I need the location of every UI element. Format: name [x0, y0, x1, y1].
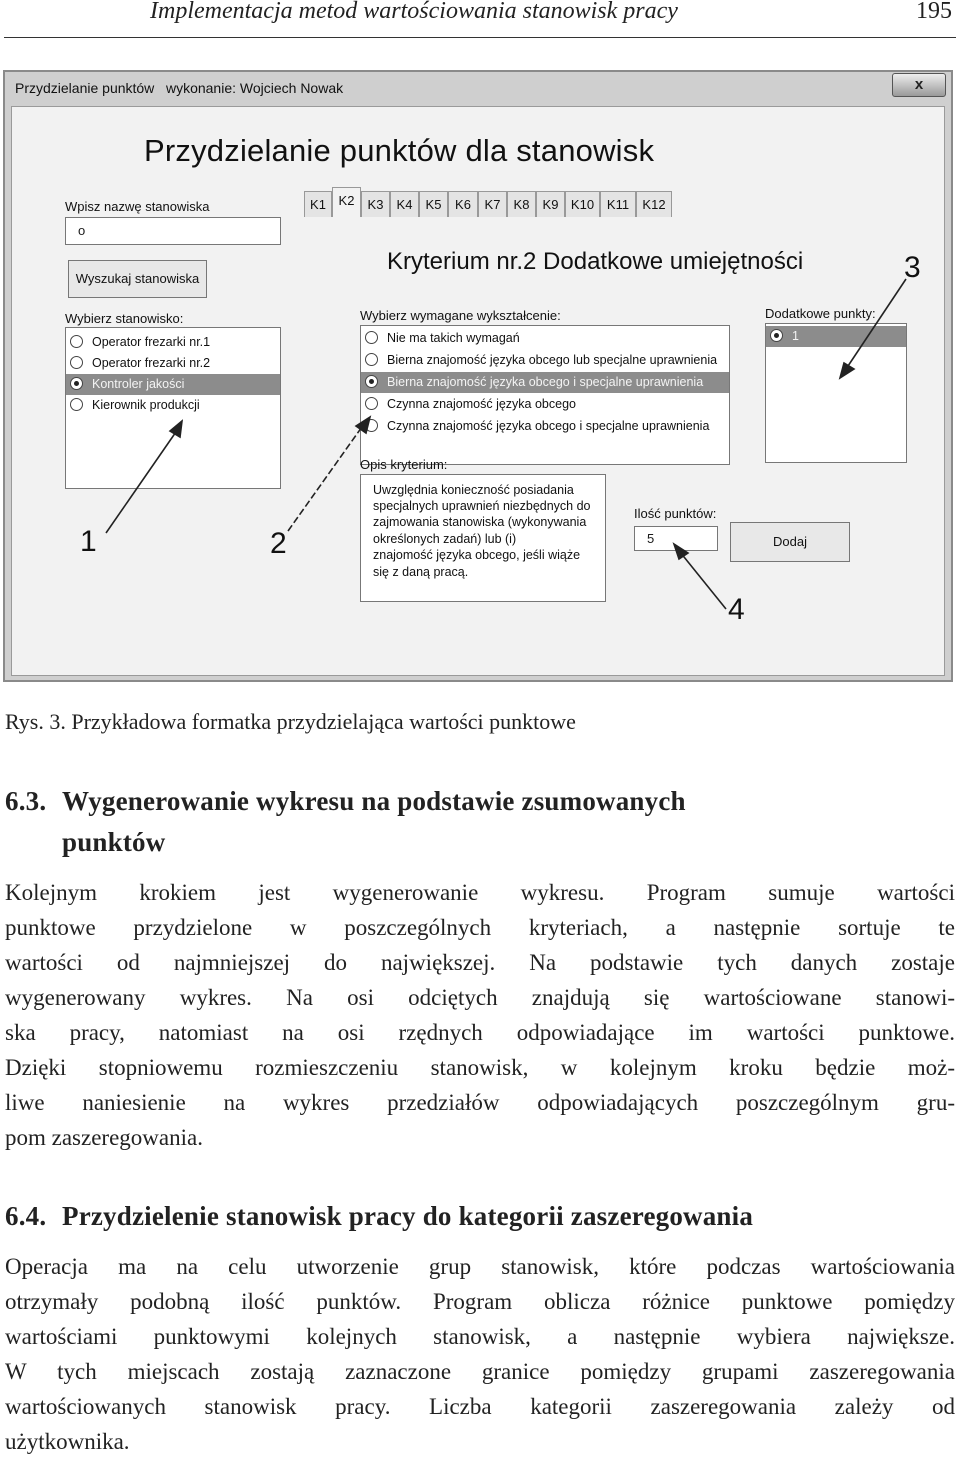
criterion-title: Kryterium nr.2 Dodatkowe umiejętności — [387, 248, 804, 275]
tab-k6[interactable]: K6 — [448, 191, 478, 217]
text-line: ska pracy, natomiast na osi rzędnych odpowiadające im wartości punktowe. — [5, 1020, 955, 1045]
arrow-3-head-icon — [840, 363, 854, 378]
window-title: Przydzielanie punktów wykonanie: Wojciech Nowak — [15, 80, 344, 96]
annotation-arrows — [12, 107, 944, 675]
tab-k11[interactable]: K11 — [600, 191, 636, 217]
arrow-2-head-icon — [356, 417, 370, 433]
text-line: otrzymały podobną ilość punktów. Program oblicza różnice punktowe pomiędzy — [5, 1289, 955, 1314]
arrow-1-line — [106, 429, 178, 533]
text-line: Operacja ma na celu utworzenie grup stanowisk, które podczas wartościowania — [5, 1254, 955, 1279]
arrow-1-head-icon — [170, 421, 182, 437]
description-line: specjalnych uprawnień niezbędnych do — [373, 499, 591, 513]
position-label: Operator frezarki nr.2 — [92, 356, 211, 370]
dialog-client-area — [11, 106, 945, 676]
client-canvas — [12, 107, 944, 675]
extra-points-label: Dodatkowe punkty: — [765, 306, 876, 321]
text-line: wartości od najmniejszej do największej. Na podstawie tych danych zostaje — [5, 950, 955, 975]
header-rule — [4, 37, 956, 38]
tab-k5[interactable]: K5 — [419, 191, 448, 217]
section-64-number: 6.4. — [5, 1201, 47, 1231]
arrow-2-line — [288, 424, 364, 531]
section-64-paragraph — [5, 1249, 955, 1459]
position-label: Operator frezarki nr.1 — [92, 335, 211, 349]
education-option-label: Czynna znajomość języka obcego — [387, 397, 576, 411]
description-line: określonych zadań) lub (i) — [373, 532, 517, 546]
callout-number: 1 — [80, 525, 97, 558]
callout-number: 3 — [904, 251, 921, 284]
education-label: Wybierz wymagane wykształcenie: — [360, 308, 561, 323]
text-line: wartościowanych stanowisk pracy. Liczba kategorii zaszeregowania zależy od — [5, 1394, 955, 1419]
tab-k3[interactable]: K3 — [361, 191, 390, 217]
tab-k2[interactable]: K2 — [332, 187, 361, 217]
description-line: się z daną pracą. — [373, 565, 469, 579]
text-line: punktowe przydzielone w poszczególnych kryteriach, a następnie sortuje te — [5, 915, 955, 940]
main-title: Przydzielanie punktów dla stanowisk — [144, 133, 655, 168]
position-label: Kierownik produkcji — [92, 398, 200, 412]
running-title: Implementacja metod wartościowania stanowisk pracy — [150, 0, 678, 24]
description-line: zajmowania stanowiska (wykonywania — [373, 515, 587, 529]
section-63-title-line1: Wygenerowanie wykresu na podstawie zsumowanych — [62, 786, 686, 816]
callout-number: 2 — [270, 527, 287, 560]
search-label: Wpisz nazwę stanowiska — [65, 199, 210, 214]
positions-label: Wybierz stanowisko: — [65, 311, 184, 326]
search-input-value: o — [78, 223, 86, 238]
section-64-title: Przydzielenie stanowisk pracy do kategorii zaszeregowania — [62, 1201, 754, 1231]
figure-caption: Rys. 3. Przykładowa formatka przydzielająca wartości punktowe — [5, 709, 576, 734]
close-button[interactable]: x — [892, 73, 946, 97]
text-line: W tych miejscach zostają zaznaczone granice pomiędzy grupami zaszeregowania — [5, 1359, 955, 1384]
tab-k12[interactable]: K12 — [636, 191, 672, 217]
description-line: Uwzględnia konieczność posiadania — [373, 483, 574, 497]
tab-k4[interactable]: K4 — [390, 191, 419, 217]
add-button[interactable]: Dodaj — [730, 522, 850, 562]
section-63-paragraph — [5, 875, 955, 1155]
description-line: znajomość języka obcego, jeśli wiąże — [373, 548, 581, 562]
education-option-label: Bierna znajomość języka obcego lub specjalne uprawnienia — [387, 353, 718, 367]
education-option-label: Nie ma takich wymagań — [387, 331, 520, 345]
description-label: Opis kryterium: — [360, 457, 448, 472]
points-assignment-dialog — [3, 70, 953, 682]
tab-k7[interactable]: K7 — [478, 191, 507, 217]
text-line: Dzięki stopniowemu rozmieszczeniu stanowisk, w kolejnym kroku będzie moż- — [5, 1055, 955, 1080]
window-titlebar — [5, 72, 951, 106]
text-line: pom zaszeregowania. — [5, 1125, 203, 1150]
points-label: Ilość punktów: — [634, 506, 717, 521]
extra-points-option-label: 1 — [792, 329, 799, 343]
text-line: liwe naniesienie na wykres przedziałów odpowiadających poszczególnym gru- — [5, 1090, 955, 1115]
tab-k9[interactable]: K9 — [536, 191, 565, 217]
callout-number: 4 — [728, 593, 745, 626]
tab-k1[interactable]: K1 — [304, 191, 332, 217]
tab-k10[interactable]: K10 — [565, 191, 600, 217]
position-label: Kontroler jakości — [92, 377, 185, 391]
arrow-4-head-icon — [674, 544, 688, 559]
tab-k8[interactable]: K8 — [507, 191, 536, 217]
page-number: 195 — [916, 0, 952, 24]
education-option-label: Bierna znajomość języka obcego i specjalne uprawnienia — [387, 375, 704, 389]
arrow-4-line — [680, 552, 726, 609]
section-63-number: 6.3. — [5, 786, 47, 816]
education-option-label: Czynna znajomość języka obcego i specjalne uprawnienia — [387, 419, 710, 433]
text-line: wartościami punktowymi kolejnych stanowisk, a następnie wybiera największe. — [5, 1324, 955, 1349]
text-line: wygenerowany wykres. Na osi odciętych znajdują się wartościowane stanowi- — [5, 985, 955, 1010]
points-input-value: 5 — [647, 531, 655, 546]
section-63-title-line2: punktów — [62, 827, 166, 857]
search-button[interactable]: Wyszukaj stanowiska — [68, 260, 207, 298]
text-line: użytkownika. — [5, 1429, 130, 1454]
arrow-3-line — [846, 279, 906, 369]
text-line: Kolejnym krokiem jest wygenerowanie wykresu. Program sumuje wartości — [5, 880, 955, 905]
